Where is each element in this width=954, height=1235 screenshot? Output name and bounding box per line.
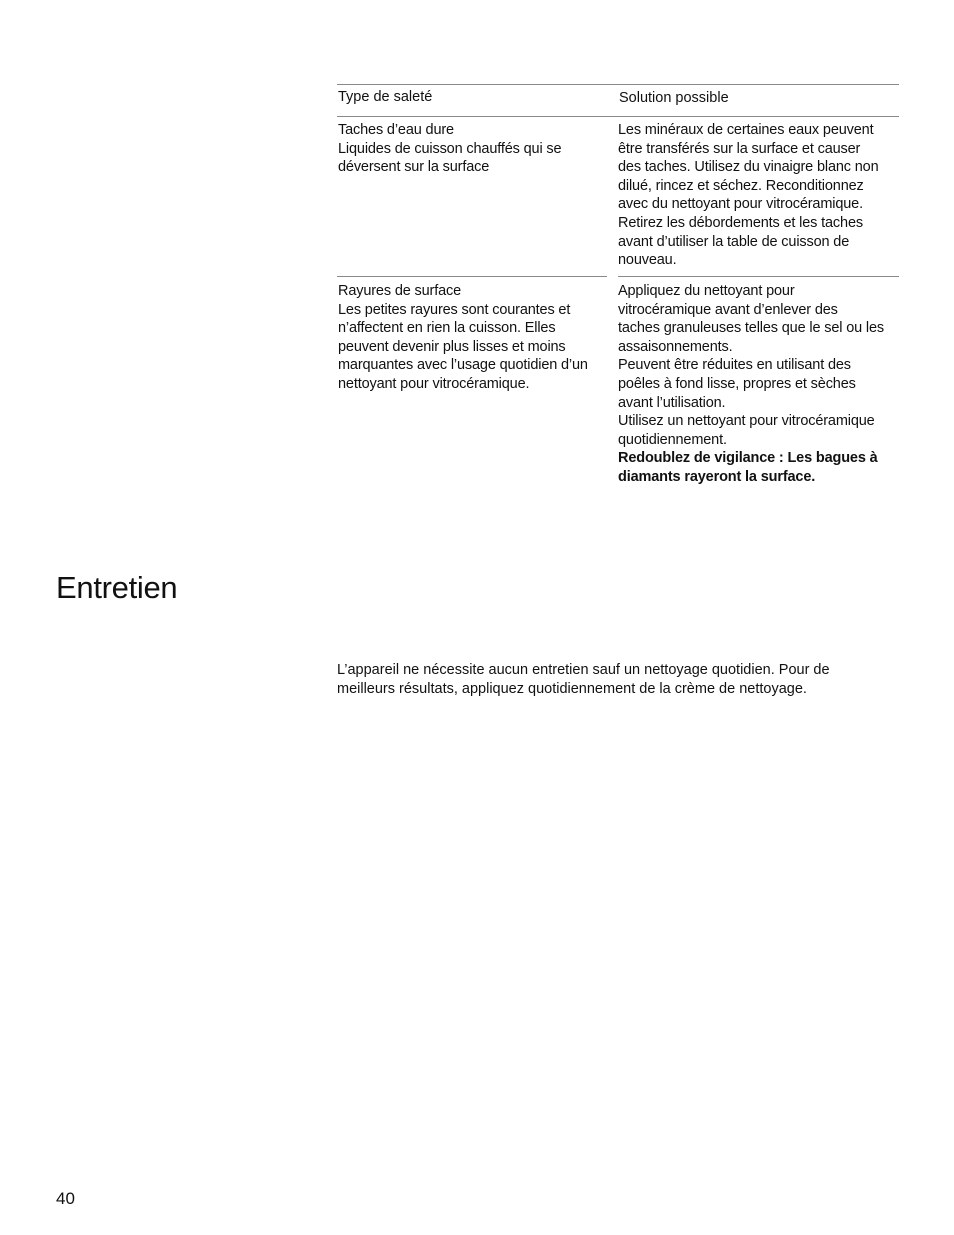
column-header-soil-type: Type de saleté [338, 89, 433, 105]
row-2-warning-line: diamants rayeront la surface. [618, 468, 816, 485]
row-2-solution-line: assaisonnements. [618, 338, 733, 355]
row-2-solution-line: Appliquez du nettoyant pour [618, 283, 795, 299]
row-1-solution-line: Les minéraux de certaines eaux peuvent [618, 122, 874, 138]
row-1-solution-line: avant d’utiliser la table de cuisson de [618, 233, 850, 250]
table-row-2-solution [618, 282, 899, 487]
row-2-type-title: Rayures de surface [338, 283, 462, 299]
row-divider-left [337, 276, 607, 277]
section-body-line: meilleurs résultats, appliquez quotidiennement de la crème de nettoyage. [337, 680, 807, 697]
row-1-solution-line: des taches. Utilisez du vinaigre blanc non [618, 159, 879, 176]
row-1-solution-line: nouveau. [618, 252, 677, 269]
page-number: 40 [56, 1189, 75, 1208]
table-row-1-type [338, 121, 610, 177]
table-row-1-solution [618, 121, 899, 270]
section-heading: Entretien [56, 570, 178, 605]
row-2-warning-line: Redoublez de vigilance : Les bagues à [618, 450, 878, 467]
row-1-solution-line: Retirez les débordements et les taches [618, 214, 863, 231]
row-1-solution-line: avec du nettoyant pour vitrocéramique. [618, 196, 863, 213]
section-body [337, 661, 897, 698]
row-divider-right [618, 276, 899, 277]
row-2-solution-line: Utilisez un nettoyant pour vitrocéramique [618, 413, 875, 430]
row-2-type-line: n’affectent en rien la cuisson. Elles [338, 320, 556, 337]
section-body-line: L’appareil ne nécessite aucun entretien sauf un nettoyage quotidien. Pour de [337, 662, 830, 678]
row-2-type-line: nettoyant pour vitrocéramique. [338, 375, 530, 392]
row-2-solution-line: vitrocéramique avant d’enlever des [618, 301, 838, 318]
row-1-type-line: Liquides de cuisson chauffés qui se [338, 140, 562, 157]
column-header-solution: Solution possible [619, 90, 729, 106]
row-2-solution-line: Peuvent être réduites en utilisant des [618, 357, 851, 374]
table-top-rule [337, 84, 899, 85]
row-1-solution-line: être transférés sur la surface et causer [618, 140, 861, 157]
table-row-2-type [338, 282, 610, 394]
row-2-type-line: marquantes avec l’usage quotidien d’un [338, 357, 588, 374]
row-2-solution-line: quotidiennement. [618, 431, 727, 448]
row-2-type-line: Les petites rayures sont courantes et [338, 301, 571, 318]
row-1-type-title: Taches d’eau dure [338, 122, 454, 138]
header-rule [337, 116, 899, 117]
row-2-solution-line: avant l’utilisation. [618, 394, 726, 411]
row-2-solution-line: taches granuleuses telles que le sel ou les [618, 320, 884, 337]
row-2-type-line: peuvent devenir plus lisses et moins [338, 338, 566, 355]
row-1-type-line: déversent sur la surface [338, 159, 490, 176]
row-2-solution-line: poêles à fond lisse, propres et sèches [618, 375, 856, 392]
row-1-solution-line: dilué, rincez et séchez. Reconditionnez [618, 177, 864, 194]
